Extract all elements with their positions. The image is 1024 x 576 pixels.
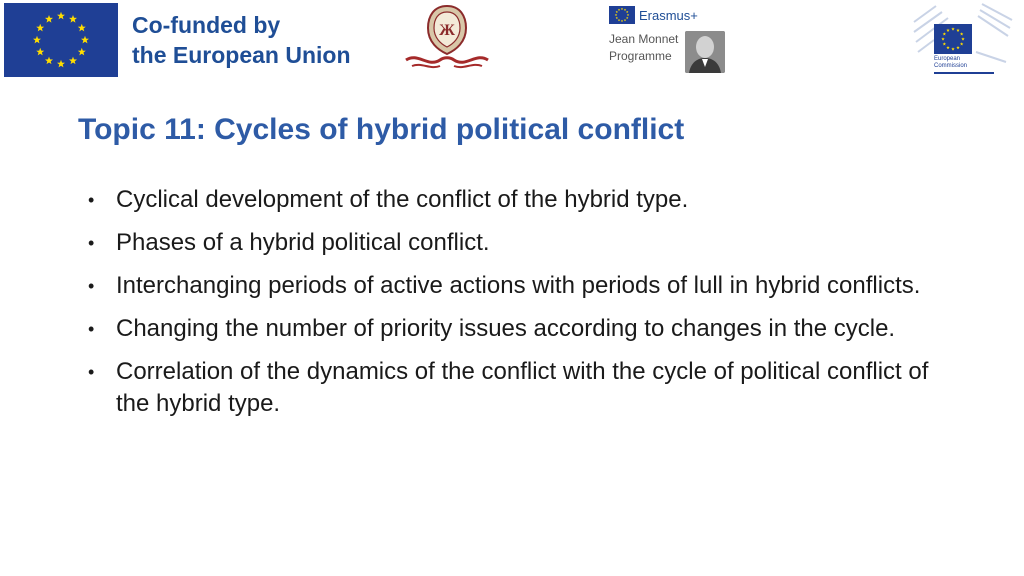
bullet-icon: • (88, 233, 95, 253)
bullet-icon: • (88, 190, 95, 210)
bullet-text: Phases of a hybrid political conflict. (116, 229, 490, 256)
slide-title: Topic 11: Cycles of hybrid political conflict (78, 113, 685, 146)
bullet-text: Correlation of the dynamics of the conflict with the cycle of political conflict of the hybrid type. (116, 358, 929, 417)
bullet-item (88, 313, 968, 345)
bullet-text: Changing the number of priority issues according to changes in the cycle. (116, 315, 896, 342)
jean-monnet-portrait-icon (685, 31, 725, 73)
european-commission-line2: Commission (934, 63, 968, 69)
bullet-text: Interchanging periods of active actions with periods of lull in hybrid conflicts. (116, 272, 921, 299)
bullet-icon: • (88, 362, 95, 382)
university-crest-icon (404, 2, 490, 72)
bullet-icon: • (88, 319, 95, 339)
erasmus-flag-icon (609, 6, 635, 24)
bullet-item (88, 227, 968, 259)
eu-cofunded-line2: the European Union (132, 42, 351, 68)
bullet-item (88, 184, 968, 216)
jean-monnet-line1: Jean Monnet (609, 32, 679, 46)
european-commission-label (934, 56, 994, 70)
erasmus-jean-monnet-logo (609, 5, 727, 75)
bullet-icon: • (88, 276, 95, 296)
european-commission-logo-icon (908, 2, 1014, 80)
jean-monnet-text (609, 31, 685, 65)
bullet-text: Cyclical development of the conflict of the hybrid type. (116, 186, 689, 213)
jean-monnet-line2: Programme (609, 49, 672, 63)
bullet-item (88, 270, 968, 302)
svg-text:Ж: Ж (439, 22, 455, 39)
eu-cofunded-text (132, 10, 351, 70)
erasmus-label: Erasmus+ (639, 7, 698, 23)
eu-cofunded-logo (4, 3, 351, 77)
bullet-item (88, 356, 968, 420)
eu-cofunded-line1: Co-funded by (132, 12, 281, 38)
bullet-list (88, 184, 968, 431)
eu-flag-icon (4, 3, 118, 77)
european-commission-line1: European (934, 56, 961, 62)
